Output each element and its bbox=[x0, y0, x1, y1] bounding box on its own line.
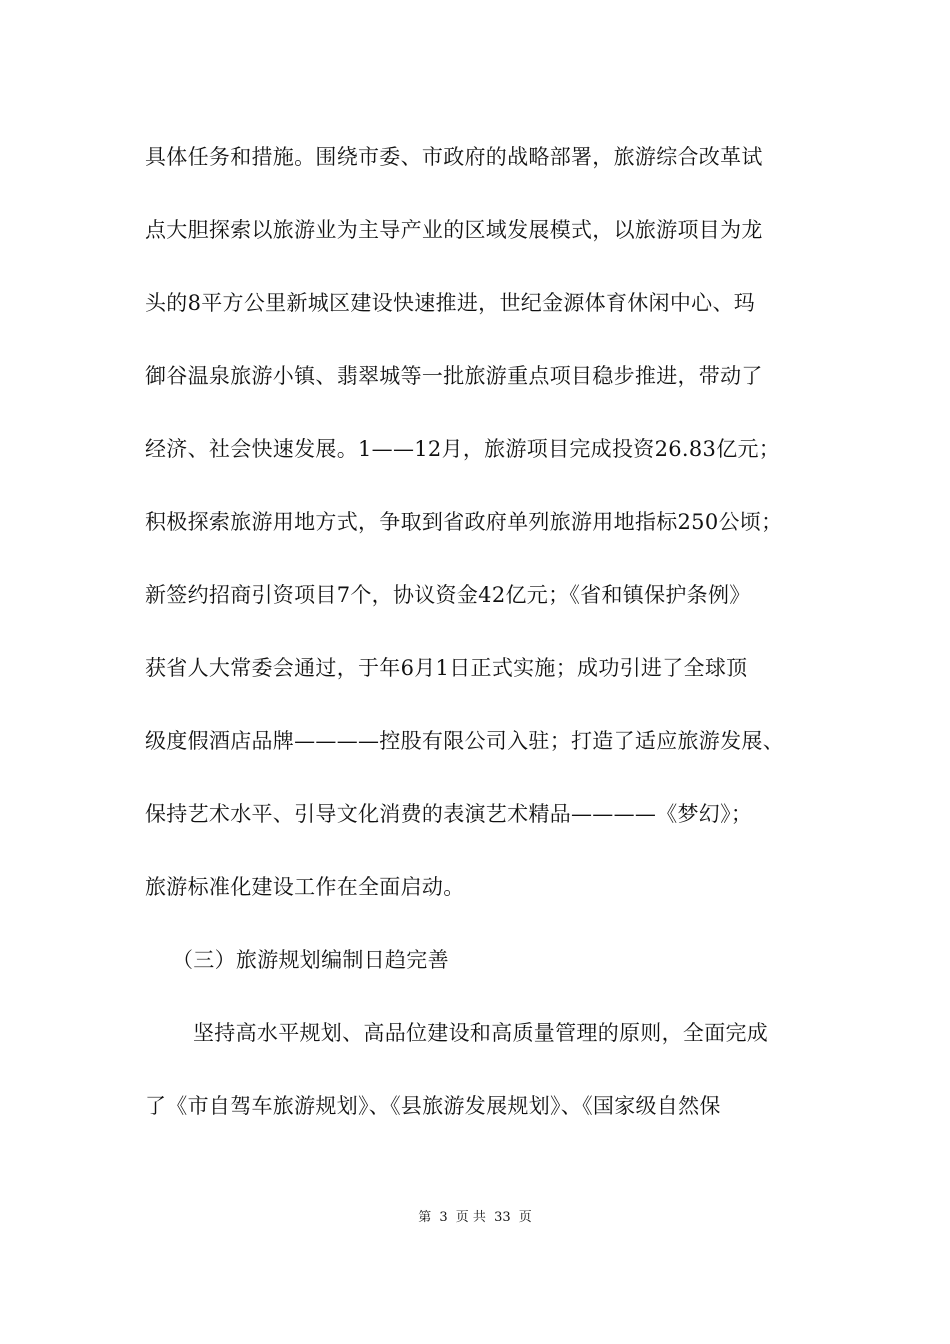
body-text-line: 点大胆探索以旅游业为主导产业的区域发展模式，以旅游项目为龙 bbox=[145, 218, 763, 242]
body-text-line: 积极探索旅游用地方式，争取到省政府单列旅游用地指标250公顷； bbox=[145, 510, 783, 534]
body-text-line: 头的8平方公里新城区建设快速推进，世纪金源体育休闲中心、玛 bbox=[145, 291, 756, 315]
footer-suffix: 页 bbox=[518, 1210, 532, 1225]
body-text-line: 级度假酒店品牌————控股有限公司入驻；打造了适应旅游发展、 bbox=[145, 729, 784, 753]
body-text-line: 了《市自驾车旅游规划》、《县旅游发展规划》、《国家级自然保 bbox=[145, 1094, 721, 1118]
body-text-line: 获省人大常委会通过，于年6月1日正式实施；成功引进了全球顶 bbox=[145, 656, 748, 680]
body-text-line: 御谷温泉旅游小镇、翡翠城等一批旅游重点项目稳步推进，带动了 bbox=[145, 364, 763, 388]
body-text-line: 经济、社会快速发展。1——12月，旅游项目完成投资26.83亿元； bbox=[145, 437, 781, 461]
page-footer bbox=[0, 1209, 950, 1227]
footer-prefix: 第 bbox=[418, 1210, 432, 1225]
body-text-line: 新签约招商引资项目7个，协议资金42亿元；《省和镇保护条例》 bbox=[145, 583, 751, 607]
current-page-number: 3 bbox=[439, 1210, 448, 1225]
footer-middle: 页 共 bbox=[455, 1210, 486, 1225]
body-text-line: 保持艺术水平、引导文化消费的表演艺术精品————《梦幻》； bbox=[145, 802, 753, 826]
section-heading: （三）旅游规划编制日趋完善 bbox=[172, 948, 449, 972]
body-text-line: 坚持高水平规划、高品位建设和高质量管理的原则，全面完成 bbox=[193, 1021, 769, 1045]
body-text-line: 旅游标准化建设工作在全面启动。 bbox=[145, 875, 465, 899]
total-pages-number: 33 bbox=[494, 1210, 511, 1225]
body-text-line: 具体任务和措施。围绕市委、市政府的战略部署，旅游综合改革试 bbox=[145, 145, 763, 169]
